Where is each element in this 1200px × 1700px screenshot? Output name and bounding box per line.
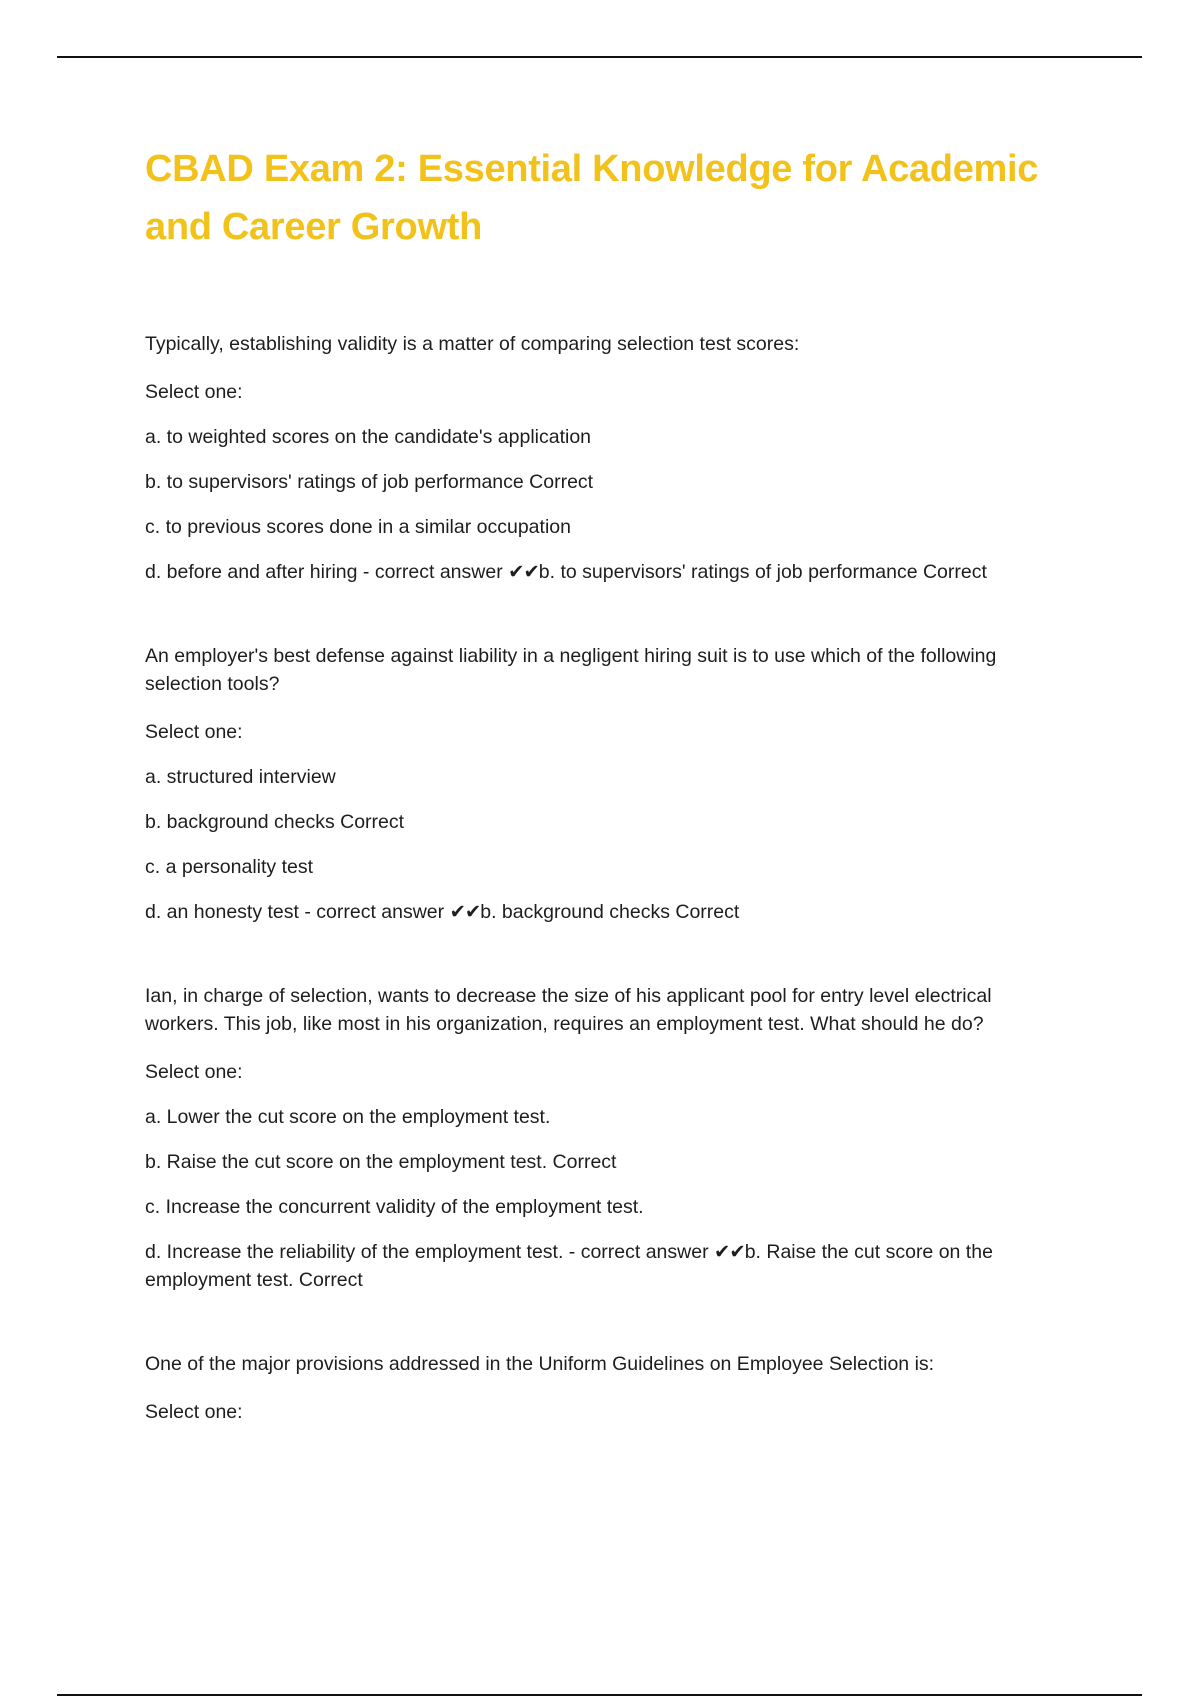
option-a: a. to weighted scores on the candidate's application — [145, 426, 592, 448]
option-c: c. a personality test — [145, 856, 313, 878]
select-one-label: Select one: — [145, 381, 243, 403]
option-c: c. Increase the concurrent validity of the employment test. — [145, 1196, 644, 1218]
question-3 — [145, 982, 1045, 1294]
correct-answer-text: b. Raise the cut score on the employment test. Correct — [145, 1241, 993, 1291]
correct-answer-text: b. to supervisors' ratings of job performance Correct — [538, 561, 987, 583]
question-text: One of the major provisions addressed in the Uniform Guidelines on Employee Selection is: — [145, 1353, 935, 1375]
correct-answer-label: - correct answer — [357, 561, 509, 583]
double-check-icon: ✔✔ — [508, 561, 539, 583]
option-b: b. to supervisors' ratings of job performance Correct — [145, 471, 594, 493]
option-d: d. Increase the reliability of the employment test. — [145, 1241, 564, 1263]
select-one-label: Select one: — [145, 1061, 243, 1083]
select-one-label: Select one: — [145, 721, 243, 743]
question-1 — [145, 330, 1045, 586]
option-c: c. to previous scores done in a similar occupation — [145, 516, 571, 538]
document-body — [145, 140, 1045, 1482]
option-d-with-answer — [145, 898, 1045, 926]
option-b: b. background checks Correct — [145, 811, 405, 833]
option-d: d. an honesty test — [145, 901, 299, 923]
question-4 — [145, 1350, 1045, 1426]
option-a: a. structured interview — [145, 766, 336, 788]
correct-answer-label: - correct answer — [298, 901, 450, 923]
double-check-icon: ✔✔ — [449, 901, 481, 923]
question-text: Typically, establishing validity is a matter of comparing selection test scores: — [145, 333, 800, 355]
option-a: a. Lower the cut score on the employment test. — [145, 1106, 551, 1128]
question-text: An employer's best defense against liability in a negligent hiring suit is to use which of the following selection tools? — [145, 645, 997, 695]
question-text: Ian, in charge of selection, wants to decrease the size of his applicant pool for entry level electrical workers. This job, like most in his organization, requires an employment test. What should he do? — [145, 985, 992, 1035]
correct-answer-text: b. background checks Correct — [480, 901, 740, 923]
document-title: CBAD Exam 2: Essential Knowledge for Academic and Career Growth — [145, 148, 1039, 248]
double-check-icon: ✔✔ — [714, 1241, 745, 1263]
select-one-label: Select one: — [145, 1401, 243, 1423]
footer-rule — [57, 1694, 1142, 1696]
correct-answer-label: - correct answer — [563, 1241, 714, 1263]
option-d-with-answer — [145, 1238, 1045, 1294]
option-d: d. before and after hiring — [145, 561, 358, 583]
option-d-with-answer — [145, 558, 1045, 586]
header-rule — [57, 56, 1142, 58]
question-2 — [145, 642, 1045, 926]
option-b: b. Raise the cut score on the employment test. Correct — [145, 1151, 617, 1173]
